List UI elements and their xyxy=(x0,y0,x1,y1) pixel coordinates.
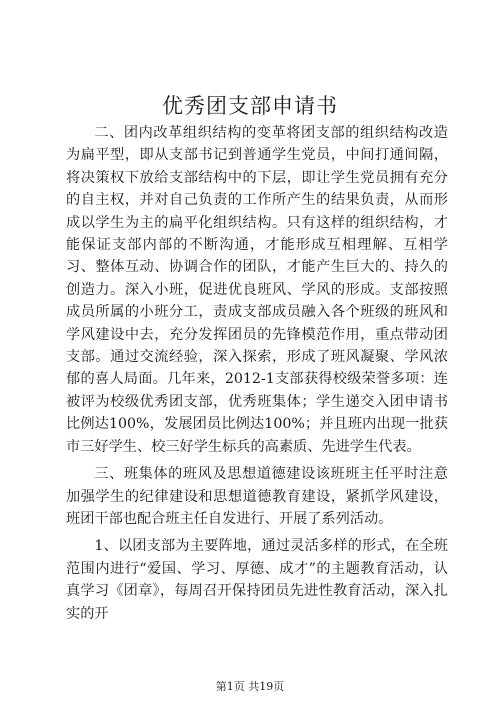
paragraph-class-culture: 三、班集体的班风及思想道德建设该班班主任平时注意加强学生的纪律建设和思想道德教育建设，紧抓学风建设，班团干部也配合班主任自发进行、开展了系列活动。 xyxy=(66,466,448,527)
document-title: 优秀团支部申请书 xyxy=(162,94,338,118)
page-footer: 第1页 共19页 xyxy=(215,680,285,693)
document-body xyxy=(66,122,448,630)
paragraph-activities: 1、以团支部为主要阵地，通过灵活多样的形式，在全班范围内进行“爱国、学习、厚德、成才”的主题教育活动，认真学习《团章》，每周召开保持团员先进性教育活动，深入扎实的开 xyxy=(66,538,448,622)
paragraph-organization-reform: 二、团内改革组织结构的变革将团支部的组织结构改造为扁平型，即从支部书记到普通学生党员，中间打通间隔，将决策权下放给支部结构中的下层，即让学生党员拥有充分的自主权，并对自己负责的工作所产生的结果负责，从而形成以学生为主的扁平化组织结构。只有这样的组织结构，才能保证支部内部的不断沟通，才能形成互相理解、互相学习、整体互动、协调合作的团队，才能产生巨大的、持久的创造力。深入小班，促进优良班风、学风的形成。支部按照成员所属的小班分工，责成支部成员融入各个班级的班风和学风建设中去，充分发挥团员的先锋模范作用，重点带动团支部。通过交流经验，深入探索，形成了班风凝聚、学风浓郁的喜人局面。几年来，2012-1支部获得校级荣誉多项：连被评为校级优秀团支部，优秀班集体；学生递交入团申请书比例达100%，发展团员比例达100%；并且班内出现一批获市三好学生、校三好学生标兵的高素质、先进学生代表。 xyxy=(66,125,448,455)
